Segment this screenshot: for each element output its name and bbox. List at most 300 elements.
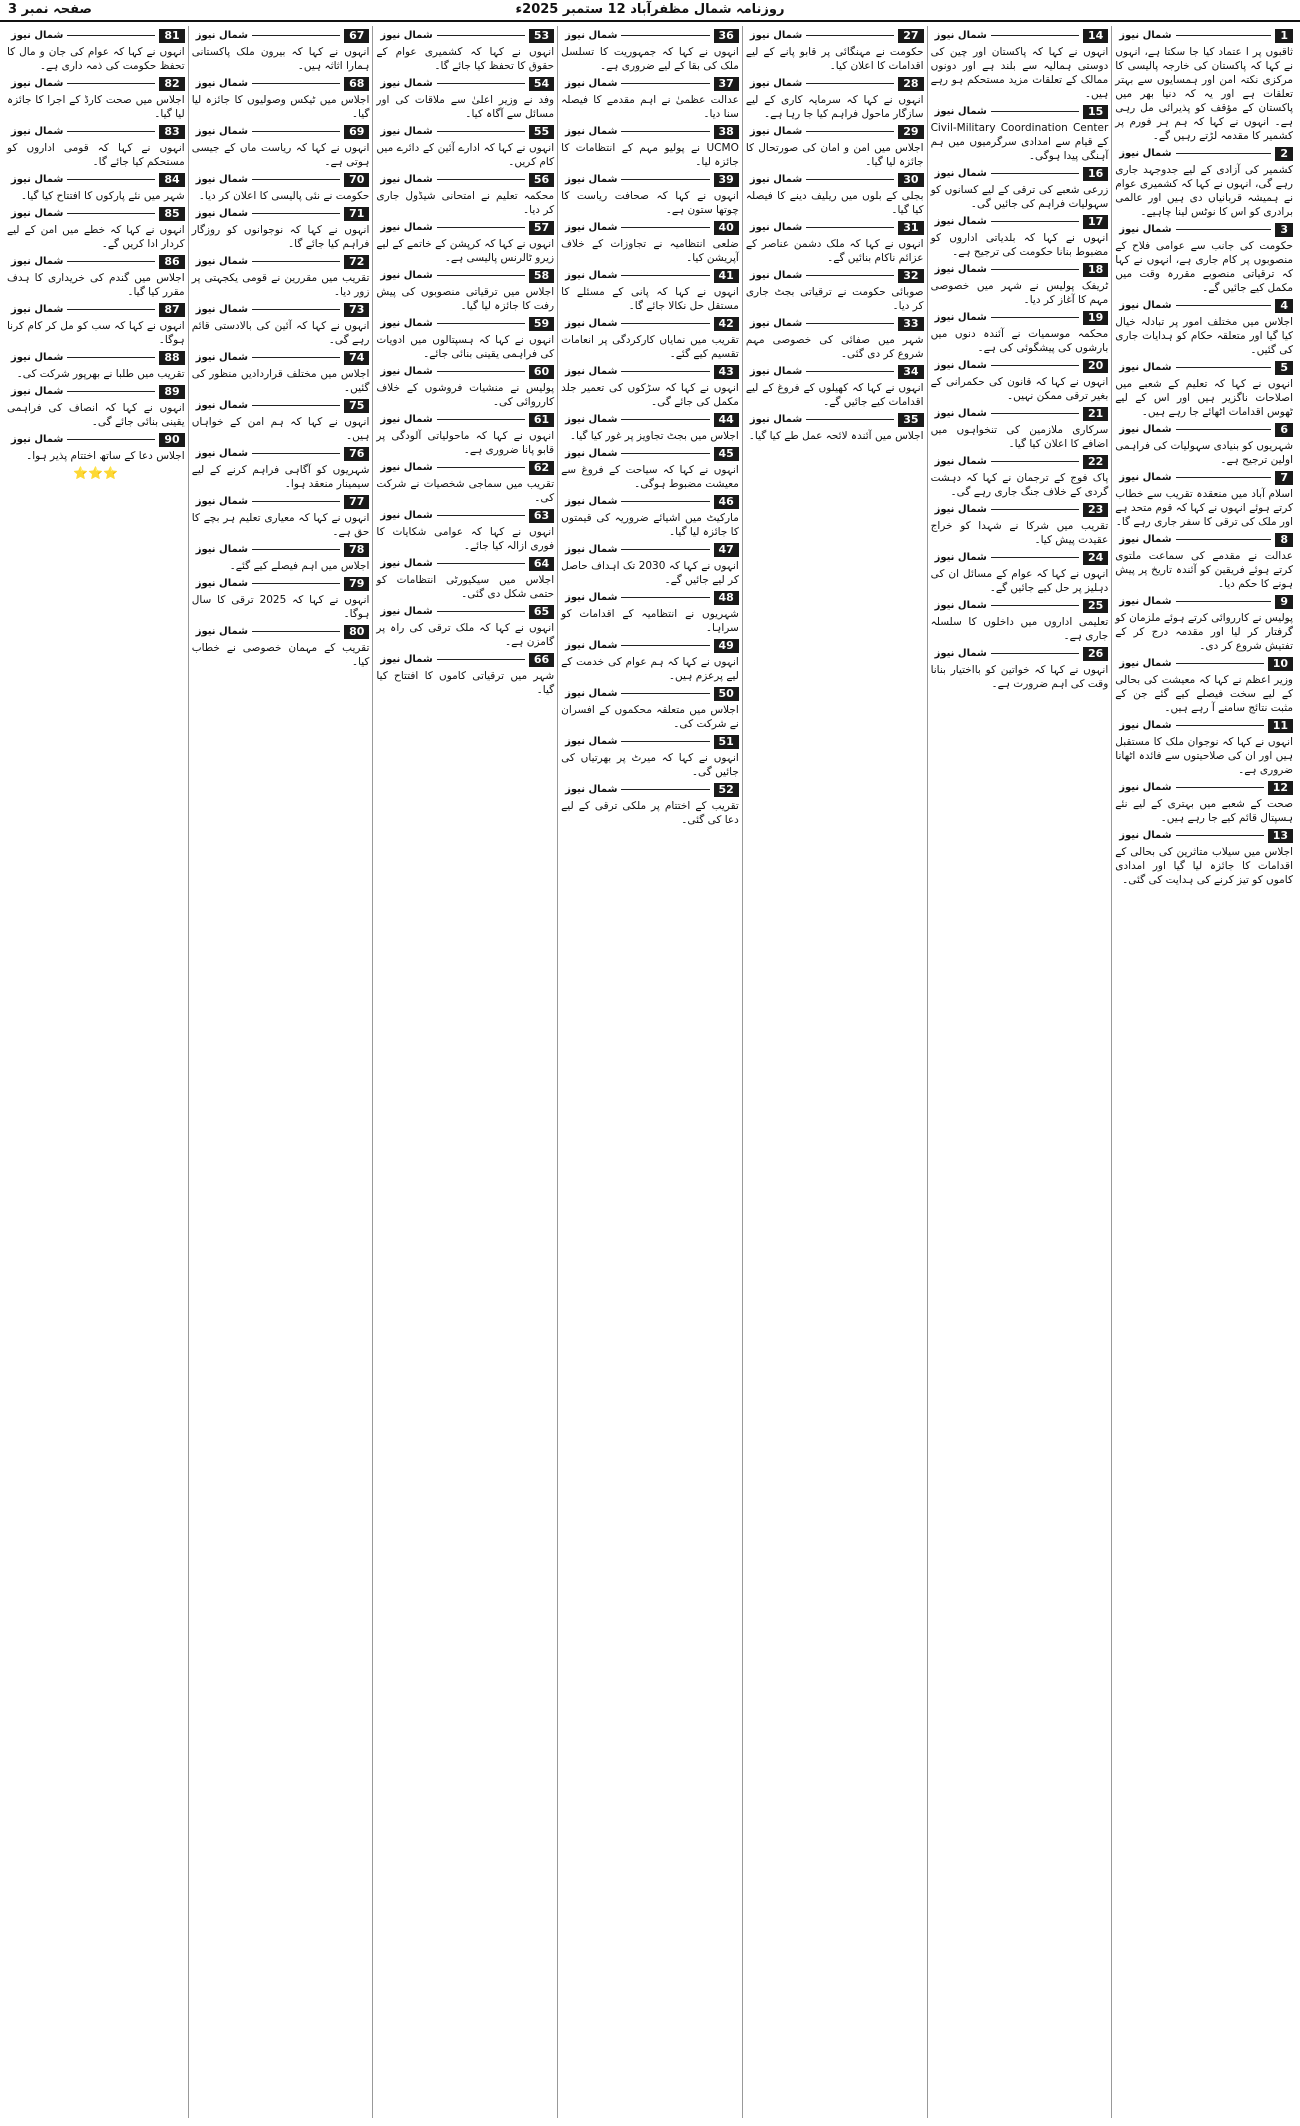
- news-item-text: پولیس نے کارروائی کرتے ہوئے ملزمان کو گرفتار کر لیا اور مقدمہ درج کر کے تفتیش شروع کر دی۔: [1115, 612, 1293, 652]
- header-rule: [621, 323, 709, 324]
- news-item: [561, 494, 739, 539]
- news-item: [561, 28, 739, 73]
- news-item-text: اجلاس دعا کے ساتھ اختتام پذیر ہوا۔: [26, 450, 185, 462]
- news-agency-tag: شمال نیوز: [565, 736, 618, 747]
- news-agency-tag: شمال نیوز: [1119, 534, 1172, 545]
- news-item-text: ضلعی انتظامیہ نے تجاوزات کے خلاف آپریشن کیا۔: [561, 238, 739, 264]
- news-item-text: انہوں نے کہا کہ آئین کی بالادستی قائم رہے گی۔: [191, 320, 370, 346]
- news-agency-tag: شمال نیوز: [380, 174, 433, 185]
- news-item-text: شہر میں نئے پارکوں کا افتتاح کیا گیا۔: [20, 190, 185, 202]
- news-agency-tag: شمال نیوز: [1119, 362, 1172, 373]
- news-item-header: [746, 220, 924, 235]
- news-item: [192, 206, 370, 251]
- news-item-number: 33: [898, 317, 923, 331]
- news-item-header: [376, 124, 554, 139]
- news-item-header: [1115, 360, 1293, 375]
- header-rule: [991, 557, 1079, 558]
- news-item-header: [1115, 28, 1293, 43]
- news-item-header: [931, 598, 1109, 613]
- news-item-number: 75: [344, 399, 369, 413]
- news-item-text: انہوں نے کہا کہ قومی اداروں کو مستحکم کیا جائے گا۔: [6, 142, 185, 168]
- news-item-header: [1115, 780, 1293, 795]
- news-item-header: [7, 172, 185, 187]
- news-item-text: انہوں نے کہا کہ صحافت ریاست کا چوتھا ستون ہے۔: [561, 190, 739, 216]
- news-item-text: شہر میں صفائی کی خصوصی مہم شروع کر دی گئی۔: [745, 334, 924, 360]
- news-item-text: حکومت نے مہنگائی پر قابو پانے کے لیے اقدامات کا اعلان کیا۔: [745, 46, 924, 72]
- news-agency-tag: شمال نیوز: [934, 30, 987, 41]
- news-item-header: [7, 76, 185, 91]
- news-item-header: [376, 28, 554, 43]
- news-item-number: 38: [714, 125, 739, 139]
- news-agency-tag: شمال نیوز: [934, 168, 987, 179]
- header-rule: [991, 35, 1079, 36]
- header-rule: [437, 563, 525, 564]
- header-rule: [252, 501, 340, 502]
- news-agency-tag: شمال نیوز: [10, 208, 64, 219]
- news-agency-tag: شمال نیوز: [934, 106, 987, 117]
- header-rule: [991, 509, 1079, 510]
- news-item-text: پاک فوج کے ترجمان نے کہا کہ دہشت گردی کے خلاف جنگ جاری رہے گی۔: [930, 472, 1109, 498]
- news-item-header: [376, 412, 554, 427]
- news-agency-tag: شمال نیوز: [195, 126, 249, 137]
- news-item: [376, 124, 554, 169]
- news-item-header: [376, 604, 554, 619]
- news-item: [376, 364, 554, 409]
- news-agency-tag: شمال نیوز: [380, 318, 433, 329]
- news-item-header: [561, 494, 739, 509]
- news-item: [746, 76, 924, 121]
- header-rule: [806, 35, 894, 36]
- news-item-number: 48: [714, 591, 739, 605]
- news-item-number: 84: [159, 173, 184, 187]
- news-item-number: 81: [159, 29, 184, 43]
- header-rule: [437, 179, 525, 180]
- news-item-header: [561, 734, 739, 749]
- news-item-number: 55: [529, 125, 554, 139]
- news-item: [746, 412, 924, 443]
- news-item-number: 56: [529, 173, 554, 187]
- news-agency-tag: شمال نیوز: [195, 578, 249, 589]
- news-item-header: [376, 76, 554, 91]
- news-item-number: 28: [898, 77, 923, 91]
- news-item: [746, 316, 924, 361]
- news-item: [931, 598, 1109, 643]
- header-rule: [991, 111, 1079, 112]
- news-item-number: 42: [714, 317, 739, 331]
- news-item-number: 83: [159, 125, 184, 139]
- news-item-text: اجلاس میں ٹیکس وصولیوں کا جائزہ لیا گیا۔: [191, 94, 370, 120]
- header-rule: [1176, 601, 1272, 602]
- news-item-text: انہوں نے کہا کہ عوامی شکایات کا فوری ازالہ کیا جائے۔: [376, 526, 555, 552]
- header-rule: [437, 659, 525, 660]
- news-item-header: [561, 268, 739, 283]
- news-item-number: 74: [344, 351, 369, 365]
- news-item-number: 52: [714, 783, 739, 797]
- news-agency-tag: شمال نیوز: [1119, 300, 1172, 311]
- news-item-header: [376, 364, 554, 379]
- news-column: [4, 26, 188, 2118]
- news-item-number: 37: [714, 77, 739, 91]
- news-agency-tag: شمال نیوز: [195, 304, 249, 315]
- news-agency-tag: شمال نیوز: [380, 654, 433, 665]
- news-item: [931, 454, 1109, 499]
- news-item-number: 64: [529, 557, 554, 571]
- header-rule: [67, 179, 155, 180]
- news-item-header: [746, 412, 924, 427]
- news-item-header: [192, 76, 370, 91]
- news-item-number: 19: [1083, 311, 1108, 325]
- news-agency-tag: شمال نیوز: [195, 352, 249, 363]
- header-rule: [621, 371, 709, 372]
- news-agency-tag: شمال نیوز: [380, 606, 433, 617]
- news-item: [376, 316, 554, 361]
- news-item-number: 2: [1275, 147, 1293, 161]
- news-item: [1115, 28, 1293, 143]
- news-item-text: انہوں نے کہا کہ سیاحت کے فروغ سے معیشت مضبوط ہوگی۔: [561, 464, 739, 490]
- news-item: [561, 316, 739, 361]
- news-item: [1115, 146, 1293, 219]
- news-item-text: اجلاس میں متعلقہ محکموں کے افسران نے شرکت کی۔: [561, 704, 739, 730]
- news-item: [1115, 828, 1293, 887]
- news-item-header: [561, 220, 739, 235]
- header-rule: [252, 131, 340, 132]
- news-item-number: 35: [898, 413, 923, 427]
- header-rule: [991, 221, 1079, 222]
- news-item-number: 57: [529, 221, 554, 235]
- news-item: [192, 398, 370, 443]
- news-item-text: صحت کے شعبے میں بہتری کے لیے نئے ہسپتال قائم کیے جا رہے ہیں۔: [1115, 798, 1293, 824]
- news-item: [7, 28, 185, 73]
- news-item-text: انہوں نے کہا کہ عوام کے مسائل ان کی دہلیز پر حل کیے جائیں گے۔: [930, 568, 1109, 594]
- news-agency-tag: شمال نیوز: [565, 30, 618, 41]
- news-item-header: [1115, 222, 1293, 237]
- news-item-header: [746, 172, 924, 187]
- news-item-text: پولیس نے منشیات فروشوں کے خلاف کارروائی کی۔: [376, 382, 555, 408]
- news-item-text: اسلام آباد میں منعقدہ تقریب سے خطاب کرتے ہوئے انہوں نے کہا کہ قوم متحد ہے اور ملک کی ترقی کا سفر جاری رہے گا۔: [1115, 488, 1293, 528]
- news-item-text: اجلاس میں صحت کارڈ کے اجرا کا جائزہ لیا گیا۔: [6, 94, 185, 120]
- header-rule: [67, 309, 155, 310]
- news-item-text: کشمیر کی آزادی کے لیے جدوجہد جاری رہے گی، انہوں نے کہا کہ کشمیری عوام نے ہمیشہ قربانیاں دی ہیں اور عالمی برادری کو اس کا نوٹس لینا چاہیے۔: [1115, 164, 1293, 218]
- header-rule: [252, 453, 340, 454]
- news-item-text: انہوں نے کہا کہ پاکستان اور چین کی دوستی ہمالیہ سے بلند ہے اور دونوں ممالک کے تعلقات مزید مستحکم ہو رہے ہیں۔: [930, 46, 1109, 100]
- news-agency-tag: شمال نیوز: [565, 366, 618, 377]
- news-item-header: [561, 76, 739, 91]
- header-rule: [437, 323, 525, 324]
- news-item: [931, 406, 1109, 451]
- news-item-number: 76: [344, 447, 369, 461]
- news-agency-tag: شمال نیوز: [195, 544, 249, 555]
- news-item-number: 62: [529, 461, 554, 475]
- news-agency-tag: شمال نیوز: [10, 386, 64, 397]
- news-item: [931, 104, 1109, 163]
- news-item-header: [376, 268, 554, 283]
- news-item-text: انہوں نے کہا کہ انصاف کی فراہمی یقینی بنائی جائے گی۔: [6, 402, 185, 428]
- news-agency-tag: شمال نیوز: [565, 592, 618, 603]
- news-item-number: 71: [344, 207, 369, 221]
- header-rule: [621, 741, 709, 742]
- news-agency-tag: شمال نیوز: [565, 414, 618, 425]
- header-rule: [806, 275, 894, 276]
- news-item-number: 86: [159, 255, 184, 269]
- news-item-header: [1115, 470, 1293, 485]
- news-item-text: انہوں نے کہا کہ ہسپتالوں میں ادویات کی فراہمی یقینی بنائی جائے۔: [376, 334, 555, 360]
- news-agency-tag: شمال نیوز: [195, 448, 249, 459]
- news-item-text: انہوں نے کہا کہ ریاست ماں کے جیسی ہوتی ہے۔: [191, 142, 370, 168]
- news-item-text: انہوں نے کہا کہ میرٹ پر بھرتیاں کی جائیں گی۔: [561, 752, 739, 778]
- header-rule: [252, 35, 340, 36]
- header-rule: [991, 269, 1079, 270]
- news-item-header: [746, 316, 924, 331]
- news-item-number: 13: [1268, 829, 1293, 843]
- news-item-text: عدالت عظمیٰ نے اہم مقدمے کا فیصلہ سنا دیا۔: [561, 94, 739, 120]
- news-agency-tag: شمال نیوز: [749, 126, 803, 137]
- news-item-number: 47: [714, 543, 739, 557]
- news-item-number: 3: [1275, 223, 1293, 237]
- news-item-number: 79: [344, 577, 369, 591]
- header-rule: [991, 653, 1079, 654]
- news-agency-tag: شمال نیوز: [934, 264, 987, 275]
- news-agency-tag: شمال نیوز: [565, 222, 618, 233]
- news-agency-tag: شمال نیوز: [10, 126, 64, 137]
- news-item: [7, 350, 185, 381]
- news-agency-tag: شمال نیوز: [934, 504, 987, 515]
- news-item-number: 46: [714, 495, 739, 509]
- page-number: صفحہ نمبر 3: [8, 2, 92, 17]
- news-item: [561, 172, 739, 217]
- news-item-text: انہوں نے کہا کہ سرمایہ کاری کے لیے سازگار ماحول فراہم کیا جا رہا ہے۔: [745, 94, 924, 120]
- news-agency-tag: شمال نیوز: [380, 366, 433, 377]
- news-item-number: 53: [529, 29, 554, 43]
- header-rule: [437, 611, 525, 612]
- news-item: [7, 302, 185, 347]
- news-item: [1115, 780, 1293, 825]
- news-agency-tag: شمال نیوز: [1119, 424, 1172, 435]
- header-rule: [1176, 153, 1272, 154]
- news-item-header: [7, 28, 185, 43]
- header-rule: [621, 597, 709, 598]
- news-item: [931, 550, 1109, 595]
- news-item: [931, 166, 1109, 211]
- news-item-header: [931, 214, 1109, 229]
- news-agency-tag: شمال نیوز: [934, 408, 987, 419]
- header-rule: [991, 173, 1079, 174]
- news-item: [376, 220, 554, 265]
- news-item-text: وزیر اعظم نے کہا کہ معیشت کی بحالی کے لیے سخت فیصلے کیے گئے جن کے مثبت نتائج سامنے آ رہے ہیں۔: [1115, 674, 1293, 714]
- news-item-number: 68: [344, 77, 369, 91]
- news-item-text: تقریب میں نمایاں کارکردگی پر انعامات تقسیم کیے گئے۔: [561, 334, 739, 360]
- news-column: [1111, 26, 1296, 2118]
- news-item-text: UCMO نے پولیو مہم کے انتظامات کا جائزہ لیا۔: [561, 142, 739, 168]
- news-item-header: [561, 364, 739, 379]
- news-item-number: 10: [1268, 657, 1293, 671]
- news-item-number: 58: [529, 269, 554, 283]
- news-item-number: 40: [714, 221, 739, 235]
- news-item: [931, 262, 1109, 307]
- news-item-number: 80: [344, 625, 369, 639]
- header-rule: [621, 227, 709, 228]
- news-item-text: انہوں نے کہا کہ ماحولیاتی آلودگی پر قابو پانا ضروری ہے۔: [376, 430, 555, 456]
- newspaper-title: روزنامہ شمال مظفرآباد 12 ستمبر 2025ء: [515, 2, 785, 17]
- news-item: [1115, 422, 1293, 467]
- news-agency-tag: شمال نیوز: [749, 318, 803, 329]
- news-item-text: تقریب کے اختتام پر ملکی ترقی کے لیے دعا کی گئی۔: [561, 800, 739, 826]
- news-agency-tag: شمال نیوز: [565, 544, 618, 555]
- news-agency-tag: شمال نیوز: [565, 126, 618, 137]
- news-item-text: شہریوں کو بنیادی سہولیات کی فراہمی اولین ترجیح ہے۔: [1115, 440, 1293, 466]
- header-rule: [991, 365, 1079, 366]
- news-agency-tag: شمال نیوز: [565, 78, 618, 89]
- news-item: [1115, 360, 1293, 419]
- news-item-header: [746, 76, 924, 91]
- news-item-header: [192, 576, 370, 591]
- news-item-header: [931, 454, 1109, 469]
- news-item-header: [7, 302, 185, 317]
- header-rule: [621, 501, 709, 502]
- news-item-text: وفد نے وزیر اعلیٰ سے ملاقات کی اور مسائل سے آگاہ کیا۔: [376, 94, 555, 120]
- news-item-text: انہوں نے کہا کہ قانون کی حکمرانی کے بغیر ترقی ممکن نہیں۔: [930, 376, 1109, 402]
- news-item-header: [561, 686, 739, 701]
- news-item-text: شہر میں ترقیاتی کاموں کا افتتاح کیا گیا۔: [376, 670, 555, 696]
- header-rule: [437, 35, 525, 36]
- news-item: [192, 494, 370, 539]
- news-item-text: شہریوں کو آگاہی فراہم کرنے کے لیے سیمینار منعقد ہوا۔: [191, 464, 370, 490]
- news-item-text: انہوں نے کہا کہ سڑکوں کی تعمیر جلد مکمل کی جائے گی۔: [561, 382, 739, 408]
- news-item-text: انہوں نے کہا کہ معیاری تعلیم ہر بچے کا حق ہے۔: [191, 512, 370, 538]
- news-item-header: [1115, 594, 1293, 609]
- header-rule: [1176, 367, 1272, 368]
- news-item-text: مارکیٹ میں اشیائے ضروریہ کی قیمتوں کا جائزہ لیا گیا۔: [561, 512, 739, 538]
- news-item-text: انہوں نے کہا کہ نوجوانوں کو روزگار فراہم کیا جائے گا۔: [191, 224, 370, 250]
- news-item-number: 61: [529, 413, 554, 427]
- news-agency-tag: شمال نیوز: [1119, 720, 1172, 731]
- news-item-text: تقریب میں طلبا نے بھرپور شرکت کی۔: [16, 368, 185, 380]
- news-item-text: اجلاس میں ترقیاتی منصوبوں کی پیش رفت کا جائزہ لیا گیا۔: [376, 286, 555, 312]
- news-item-number: 66: [529, 653, 554, 667]
- news-item-text: اجلاس میں مختلف قراردادیں منظور کی گئیں۔: [191, 368, 370, 394]
- news-agency-tag: شمال نیوز: [10, 304, 64, 315]
- news-item-header: [192, 542, 370, 557]
- header-rule: [806, 227, 894, 228]
- news-item-header: [7, 432, 185, 447]
- news-item-number: 22: [1083, 455, 1108, 469]
- news-item-number: 17: [1083, 215, 1108, 229]
- news-item-header: [1115, 146, 1293, 161]
- news-item-number: 7: [1275, 471, 1293, 485]
- news-item: [376, 28, 554, 73]
- news-item-number: 44: [714, 413, 739, 427]
- news-agency-tag: شمال نیوز: [749, 414, 803, 425]
- header-rule: [252, 213, 340, 214]
- news-agency-tag: شمال نیوز: [565, 688, 618, 699]
- header-rule: [1176, 305, 1272, 306]
- news-item: [1115, 532, 1293, 591]
- news-agency-tag: شمال نیوز: [934, 600, 987, 611]
- closing-stars: ⭐⭐⭐: [73, 466, 119, 480]
- news-item-header: [931, 28, 1109, 43]
- news-agency-tag: شمال نیوز: [1119, 472, 1172, 483]
- news-item-number: 77: [344, 495, 369, 509]
- news-item-header: [746, 124, 924, 139]
- news-item-number: 23: [1083, 503, 1108, 517]
- news-item: [376, 412, 554, 457]
- news-item: [561, 220, 739, 265]
- news-item-text: بجلی کے بلوں میں ریلیف دینے کا فیصلہ کیا گیا۔: [745, 190, 924, 216]
- news-agency-tag: شمال نیوز: [1119, 782, 1172, 793]
- news-agency-tag: شمال نیوز: [195, 626, 249, 637]
- header-rule: [437, 515, 525, 516]
- news-item-header: [931, 104, 1109, 119]
- news-item-number: 1: [1275, 29, 1293, 43]
- news-item-number: 54: [529, 77, 554, 91]
- news-item-header: [1115, 532, 1293, 547]
- news-agency-tag: شمال نیوز: [934, 216, 987, 227]
- news-agency-tag: شمال نیوز: [749, 174, 803, 185]
- news-item-text: محکمہ تعلیم نے امتحانی شیڈول جاری کر دیا۔: [376, 190, 555, 216]
- news-item: [7, 206, 185, 251]
- news-item-text: انہوں نے کہا کہ خطے میں امن کے لیے کردار ادا کریں گے۔: [6, 224, 185, 250]
- news-item-text: اجلاس میں آئندہ لائحہ عمل طے کیا گیا۔: [748, 430, 924, 442]
- news-item-text: انہوں نے کہا کہ ملک ترقی کی راہ پر گامزن ہے۔: [376, 622, 555, 648]
- news-item-header: [192, 124, 370, 139]
- header-rule: [1176, 229, 1272, 230]
- news-item-text: ثاقبوں پر ا عتماد کیا جا سکتا ہے، انہوں نے کہا کہ پاکستان کی خارجہ پالیسی کا مرکزی نکتہ امن اور ہمسایوں سے بہتر تعلقات ہے اور یہ کہ دنیا بھر میں پاکستان کے مؤقف کو پذیرائی مل رہی ہے۔ انہوں نے کہا کہ ہم ہر فورم پر کشمیر کا مقدمہ لڑتے رہیں گے۔: [1115, 46, 1293, 142]
- news-item: [561, 638, 739, 683]
- news-item-header: [561, 638, 739, 653]
- news-item: [561, 268, 739, 313]
- header-rule: [806, 323, 894, 324]
- header-rule: [252, 83, 340, 84]
- news-item-number: 39: [714, 173, 739, 187]
- news-item: [376, 652, 554, 697]
- news-item-header: [931, 166, 1109, 181]
- news-item-number: 85: [159, 207, 184, 221]
- news-item-text: انہوں نے کہا کہ بیرون ملک پاکستانی ہمارا اثاثہ ہیں۔: [191, 46, 370, 72]
- news-item: [1115, 298, 1293, 357]
- news-item: [561, 590, 739, 635]
- news-item-header: [192, 494, 370, 509]
- news-item: [192, 576, 370, 621]
- header-rule: [252, 631, 340, 632]
- news-item-header: [561, 542, 739, 557]
- header-rule: [621, 453, 709, 454]
- news-item-header: [1115, 656, 1293, 671]
- news-item-number: 21: [1083, 407, 1108, 421]
- news-item-header: [376, 316, 554, 331]
- news-item-header: [746, 364, 924, 379]
- news-column: [188, 26, 373, 2118]
- news-item-text: صوبائی حکومت نے ترقیاتی بجٹ جاری کر دیا۔: [745, 286, 924, 312]
- news-item: [192, 350, 370, 395]
- news-item: [561, 542, 739, 587]
- news-item-text: اجلاس میں اہم فیصلے کیے گئے۔: [229, 560, 370, 572]
- news-agency-tag: شمال نیوز: [1119, 658, 1172, 669]
- news-agency-tag: شمال نیوز: [565, 318, 618, 329]
- header-rule: [991, 605, 1079, 606]
- news-item-number: 59: [529, 317, 554, 331]
- news-item-text: انہوں نے کہا کہ جمہوریت کا تسلسل ملک کی بقا کے لیے ضروری ہے۔: [561, 46, 739, 72]
- news-item-text: عدالت نے مقدمے کی سماعت ملتوی کرتے ہوئے فریقین کو آئندہ تاریخ پر پیش ہونے کا حکم دیا۔: [1115, 550, 1293, 590]
- news-item-header: [376, 460, 554, 475]
- news-column: [927, 26, 1112, 2118]
- news-item-header: [746, 268, 924, 283]
- news-item-text: انہوں نے کہا کہ خواتین کو بااختیار بنانا وقت کی اہم ضرورت ہے۔: [930, 664, 1109, 690]
- news-item-header: [931, 550, 1109, 565]
- header-rule: [806, 179, 894, 180]
- news-item-number: 16: [1083, 167, 1108, 181]
- news-item-header: [561, 446, 739, 461]
- news-item-text: انہوں نے کہا کہ سب کو مل کر کام کرنا ہوگا۔: [6, 320, 185, 346]
- news-item-number: 31: [898, 221, 923, 235]
